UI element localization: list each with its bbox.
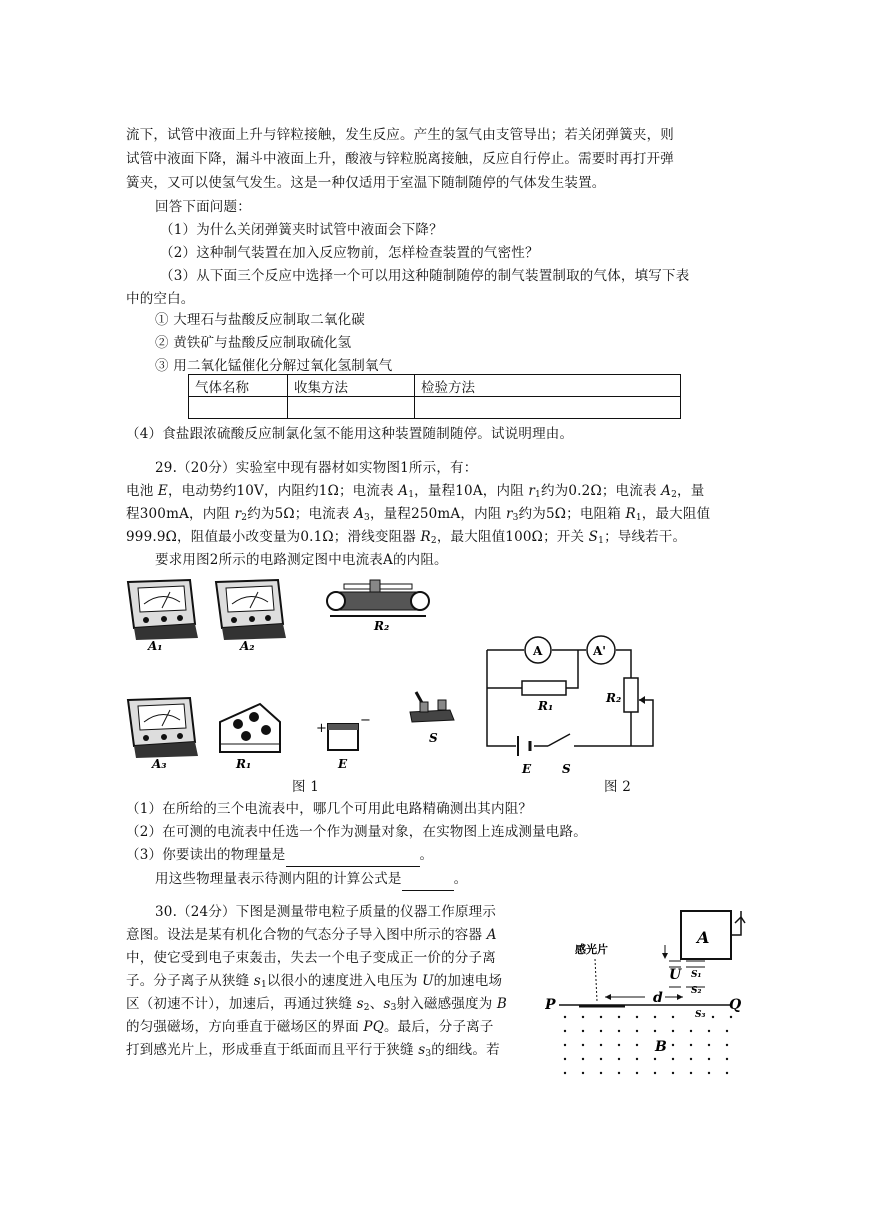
q30-line: 中，使它受到电子束轰击，失去一个电子变成正一价的分子离 bbox=[126, 950, 496, 966]
q30-line: 子。分子离子从狭缝 $s_1$以很小的速度进入电压为 U的加速电场 bbox=[126, 973, 503, 990]
figure-1-apparatus bbox=[120, 572, 460, 772]
ammeter-a1-icon bbox=[128, 580, 198, 640]
question-28-2: （2）这种制气装置在加入反应物前，怎样检查装置的气密性？ bbox=[160, 245, 539, 261]
magnetic-field-dots bbox=[564, 1016, 732, 1074]
q29-line-2: 程300mA，内阻 $r_2$约为5Ω；电流表 $A_3$，量程250mA，内阻 $r_3$约为5Ω；电阻箱 $R_1$，最大阻值 bbox=[126, 506, 711, 523]
q29-line-3: 999.9Ω，阻值最小改变量为0.1Ω；滑线变阻器 $R_2$，最大阻值100Ω；开关 $S_1$；导线若干。 bbox=[126, 529, 687, 546]
resistor-r1-icon bbox=[522, 681, 566, 695]
battery-icon bbox=[316, 713, 371, 750]
q30-line: 30.（24分）下图是测量带电粒子质量的仪器工作原理示 bbox=[155, 904, 497, 920]
question-29-2: （2）在可测的电流表中任选一个作为测量对象，在实物图上连成测量电路。 bbox=[126, 824, 587, 840]
ammeter-a3-icon bbox=[128, 698, 198, 758]
question-28-3: （3）从下面三个反应中选择一个可以用这种随制随停的制气装置制取的气体，填写下表 bbox=[160, 268, 690, 284]
label-a: A bbox=[533, 644, 543, 658]
question-29-head: 29.（20分）实验室中现有器材如实物图1所示，有： bbox=[155, 460, 478, 476]
label-u: U bbox=[669, 967, 682, 983]
paragraph-line: 试管中液面下降，漏斗中液面上升，酸液与锌粒脱离接触，反应自行停止。需要时再打开弹 bbox=[126, 151, 674, 167]
q30-line: 打到感光片上，形成垂直于纸面而且平行于狭缝 $s_3$的细线。若 bbox=[126, 1042, 500, 1059]
question-29-1: （1）在所给的三个电流表中，哪几个可用此电路精确测出其内阻？ bbox=[126, 801, 533, 817]
rheostat-r2-icon bbox=[624, 678, 638, 712]
figure-mass-spectrometer bbox=[545, 905, 750, 1085]
answer-table bbox=[188, 374, 681, 419]
q29-line-1: 电池 E，电动势约10V，内阻约1Ω；电流表 $A_1$，量程10A，内阻 $r_1$约为0.2Ω；电流表 $A_2$，量 bbox=[126, 483, 705, 500]
resistance-box-r1-icon bbox=[220, 704, 280, 752]
label-e: E bbox=[522, 762, 532, 776]
label-a: A bbox=[697, 928, 710, 947]
label-r1: R₁ bbox=[236, 757, 252, 771]
question-28-3-cont: 中的空白。 bbox=[126, 291, 195, 307]
figure-2-circuit bbox=[478, 630, 668, 776]
table-header: 收集方法 bbox=[288, 375, 415, 397]
question-28-1: （1）为什么关闭弹簧夹时试管中液面会下降？ bbox=[160, 222, 443, 238]
label-a3: A₃ bbox=[152, 757, 167, 771]
label-s: S bbox=[429, 731, 438, 745]
label-d: d bbox=[653, 990, 663, 1006]
label-r2: R₂ bbox=[374, 619, 390, 633]
q29-line-4: 要求用图2所示的电路测定图中电流表A的内阻。 bbox=[155, 552, 448, 568]
switch-icon bbox=[410, 692, 454, 722]
q30-line: 的匀强磁场，方向垂直于磁场区的界面 PQ。最后，分子离子 bbox=[126, 1019, 494, 1035]
label-s: S bbox=[562, 762, 571, 776]
table-header: 气体名称 bbox=[189, 375, 288, 397]
question-28-4: （4）食盐跟浓硫酸反应制氯化氢不能用这种装置随制随停。试说明理由。 bbox=[126, 426, 574, 442]
question-29-4: 用这些物理量表示待测内阻的计算公式是 。 bbox=[155, 868, 467, 891]
figure-2-caption: 图 2 bbox=[604, 779, 631, 795]
label-film: 感光片 bbox=[575, 943, 608, 956]
figure-1-caption: 图 1 bbox=[292, 779, 319, 795]
label-a2: A₂ bbox=[240, 639, 255, 653]
table-row bbox=[189, 397, 681, 419]
label-r1: R₁ bbox=[538, 699, 554, 713]
table-cell[interactable] bbox=[415, 397, 681, 419]
svg-text:−: − bbox=[360, 713, 371, 728]
prompt-text: 回答下面问题： bbox=[155, 199, 251, 215]
paragraph-line: 簧夹，又可以使氢气发生。这是一种仅适用于室温下随制随停的气体发生装置。 bbox=[126, 175, 606, 191]
label-q: Q bbox=[729, 997, 742, 1013]
q30-line: 区（初速不计），加速后，再通过狭缝 $s_2$、$s_3$射入磁感强度为 B bbox=[126, 996, 508, 1013]
label-b: B bbox=[655, 1039, 667, 1055]
label-s3: S₃ bbox=[695, 1010, 706, 1020]
rheostat-r2-icon bbox=[327, 580, 429, 616]
option-3: ③ 用二氧化锰催化分解过氧化氢制氧气 bbox=[155, 358, 393, 374]
table-cell[interactable] bbox=[189, 397, 288, 419]
table-cell[interactable] bbox=[288, 397, 415, 419]
label-s2: S₂ bbox=[691, 986, 702, 996]
ammeter-a2-icon bbox=[216, 580, 286, 640]
option-1: ① 大理石与盐酸反应制取二氧化碳 bbox=[155, 312, 365, 328]
question-29-3: （3）你要读出的物理量是 。 bbox=[126, 844, 433, 867]
answer-blank-formula[interactable] bbox=[402, 868, 454, 891]
option-2: ② 黄铁矿与盐酸反应制取硫化氢 bbox=[155, 335, 352, 351]
svg-text:+: + bbox=[316, 721, 327, 736]
switch-icon bbox=[548, 734, 570, 746]
label-a1: A₁ bbox=[148, 639, 163, 653]
table-header-row bbox=[189, 375, 681, 397]
label-a-prime: A' bbox=[593, 644, 606, 658]
table-header: 检验方法 bbox=[415, 375, 681, 397]
label-s1: S₁ bbox=[691, 970, 702, 980]
paragraph-line: 流下，试管中液面上升与锌粒接触，发生反应。产生的氢气由支管导出；若关闭弹簧夹，则 bbox=[126, 127, 674, 143]
battery-icon bbox=[518, 736, 530, 756]
label-e: E bbox=[338, 757, 348, 771]
q30-line: 意图。设法是某有机化合物的气态分子导入图中所示的容器 A bbox=[126, 927, 497, 943]
answer-blank-quantities[interactable] bbox=[286, 844, 420, 867]
label-r2: R₂ bbox=[606, 691, 622, 705]
label-p: P bbox=[545, 997, 556, 1013]
